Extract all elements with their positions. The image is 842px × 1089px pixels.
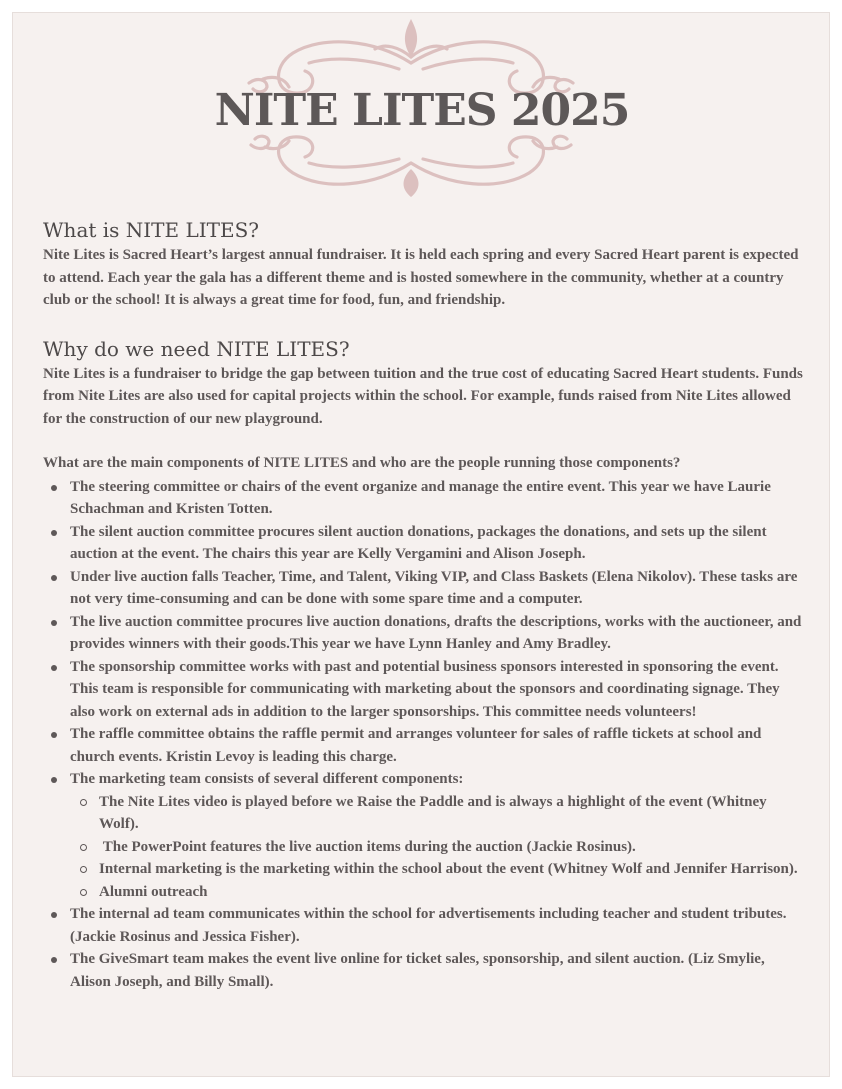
hollow-bullet-icon xyxy=(80,866,87,873)
list-item-text: The marketing team consists of several different components: xyxy=(70,771,464,787)
bullet-icon xyxy=(51,777,57,783)
sublist-item xyxy=(99,858,807,881)
list-item-text: The silent auction committee procures silent auction donations, packages the donations, and sets up the silent auction at the event. The chairs this year are Kelly Vergamini and Alison Joseph. xyxy=(70,523,767,562)
sublist-item-text: The PowerPoint features the live auction items during the auction (Jackie Rosinus). xyxy=(99,838,636,855)
list-item-text: The internal ad team communicates within the school for advertisements including teacher and student tributes. (Jackie Rosinus and Jessica Fisher). xyxy=(70,906,787,945)
document-page xyxy=(12,12,830,1077)
list-item xyxy=(70,948,807,993)
bullet-icon xyxy=(51,530,57,536)
why-heading: Why do we need NITE LITES? xyxy=(43,336,350,361)
bullet-icon xyxy=(51,912,57,918)
list-item-text: The sponsorship committee works with past and potential business sponsors interested in sponsoring the event. This team is responsible for communicating with marketing about the sponsors and coordinating signage. They also work on external ads in addition to the larger sponsorships. This committee needs volunteers! xyxy=(70,658,780,720)
bullet-icon xyxy=(51,485,57,491)
list-item-text: The raffle committee obtains the raffle permit and arranges volunteer for sales of raffle tickets at school and church events. Kristin Levoy is leading this charge. xyxy=(70,726,762,765)
list-item xyxy=(70,656,807,724)
list-item xyxy=(70,521,807,566)
hollow-bullet-icon xyxy=(80,799,87,806)
document-body xyxy=(43,217,807,993)
list-item xyxy=(70,566,807,611)
hollow-bullet-icon xyxy=(80,889,87,896)
list-item-text: The steering committee or chairs of the event organize and manage the entire event. This year we have Laurie Schachman and Kristen Totten. xyxy=(70,478,771,517)
components-list xyxy=(43,476,807,994)
page-title: NITE LITES 2025 xyxy=(214,85,630,136)
list-item-text: The GiveSmart team makes the event live online for ticket sales, sponsorship, and silent auction. (Liz Smylie, Alison Joseph, and Billy Small). xyxy=(70,951,765,990)
bullet-icon xyxy=(51,732,57,738)
list-item xyxy=(70,903,807,948)
sublist-item xyxy=(99,791,807,836)
bullet-icon xyxy=(51,575,57,581)
list-item-marketing xyxy=(70,768,807,903)
sublist-item xyxy=(99,881,807,904)
bullet-icon xyxy=(51,957,57,963)
list-item xyxy=(70,723,807,768)
list-item-text: The live auction committee procures live auction donations, drafts the descriptions, works with the auctioneer, and provides winners with their goods.This year we have Lynn Hanley and Amy Bradley. xyxy=(70,613,802,652)
list-item xyxy=(70,611,807,656)
what-is-paragraph: Nite Lites is Sacred Heart’s largest annual fundraiser. It is held each spring and every Sacred Heart parent is expected to attend. Each year the gala has a different theme and is hosted somewhere in the community, whether at a country club or the school! It is always a great time for food, fun, and friendship. xyxy=(43,247,799,308)
bullet-icon xyxy=(51,665,57,671)
sublist-item-text: Alumni outreach xyxy=(99,883,208,900)
why-paragraph: Nite Lites is a fundraiser to bridge the gap between tuition and the true cost of educating Sacred Heart students. Funds from Nite Lites are also used for capital projects within the school. For example, funds raised from Nite Lites allowed for the construction of our new playground. xyxy=(43,365,803,427)
sublist-item-text: Internal marketing is the marketing within the school about the event (Whitney Wolf and Jennifer Harrison). xyxy=(99,861,798,877)
marketing-sublist xyxy=(70,791,807,904)
components-intro: What are the main components of NITE LITES and who are the people running those components? xyxy=(43,455,681,471)
sublist-item xyxy=(99,836,807,859)
hollow-bullet-icon xyxy=(80,844,87,851)
bullet-icon xyxy=(51,620,57,626)
sublist-item-text: The Nite Lites video is played before we Raise the Paddle and is always a highlight of the event (Whitney Wolf). xyxy=(99,793,767,832)
what-is-heading: What is NITE LITES? xyxy=(43,218,260,242)
list-item-text: Under live auction falls Teacher, Time, and Talent, Viking VIP, and Class Baskets (Elena Nikolov). These tasks are not very time-consuming and can be done with some spare time and a computer. xyxy=(70,568,798,607)
header-banner xyxy=(13,13,830,213)
list-item xyxy=(70,476,807,521)
